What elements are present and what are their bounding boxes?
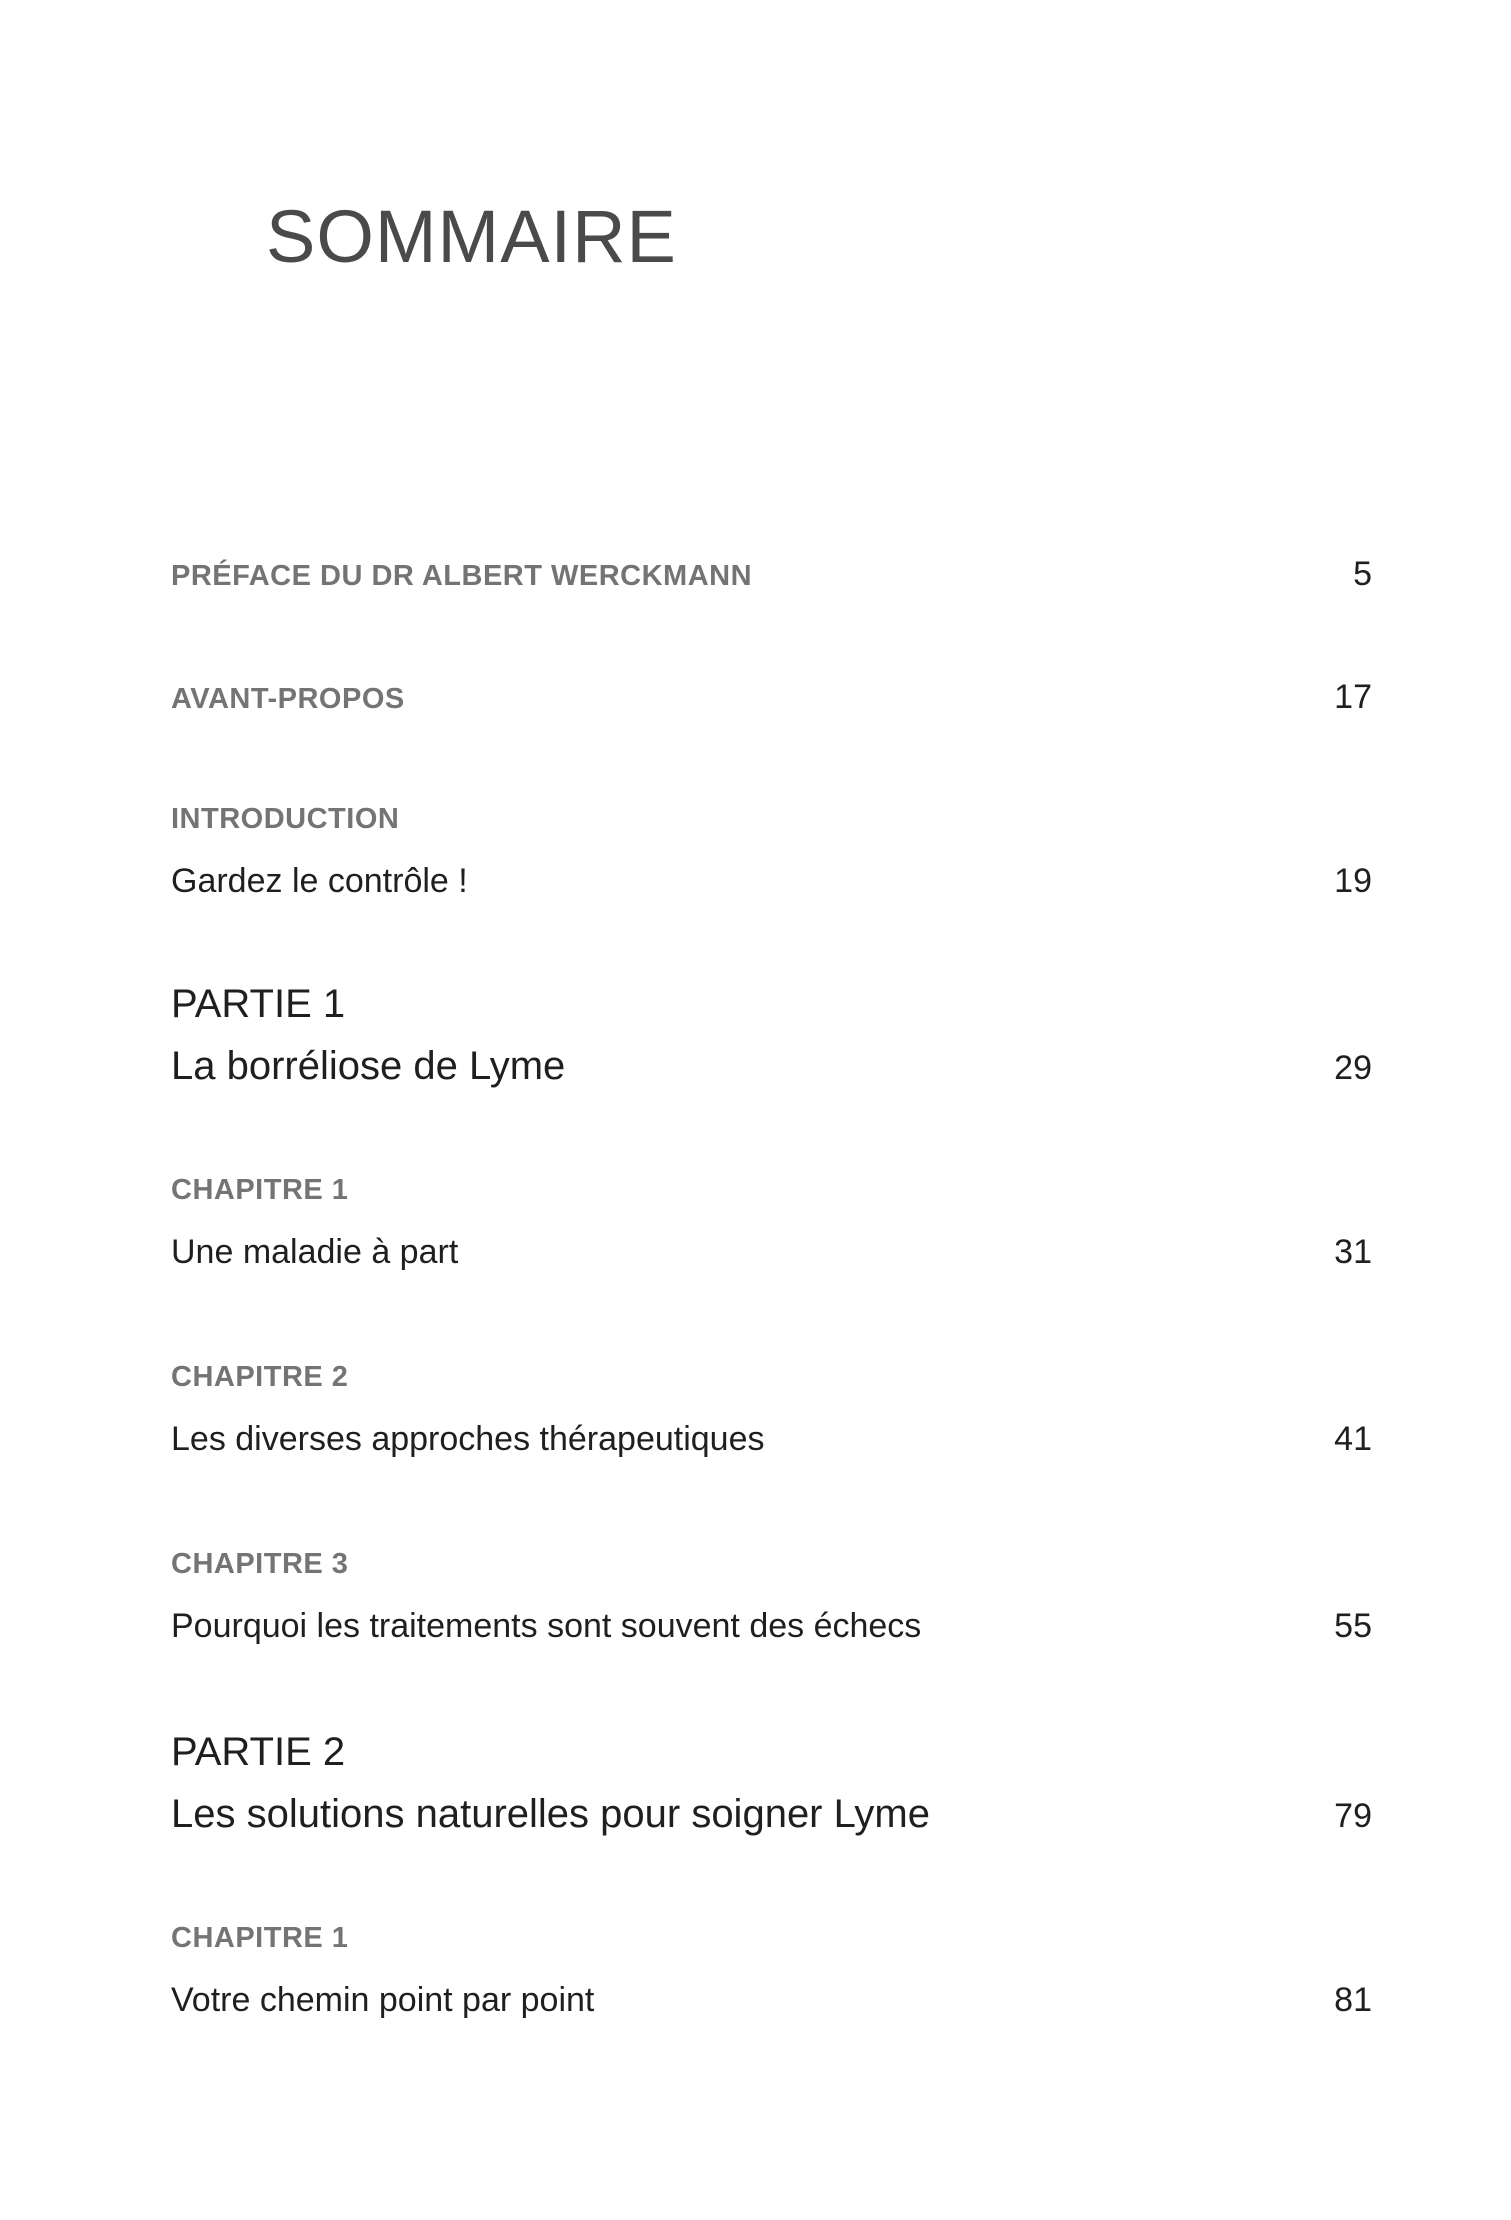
toc-page-number: 5 — [1353, 555, 1372, 593]
toc-page-number: 79 — [1334, 1797, 1372, 1835]
toc-page-number: 41 — [1334, 1420, 1372, 1458]
toc-entry-partie-2-chapitre-1[interactable] — [171, 1924, 1372, 2017]
toc-entry-introduction[interactable] — [171, 805, 1372, 898]
toc-entry-chapitre-2[interactable] — [171, 1363, 1372, 1456]
toc-page-number: 55 — [1334, 1607, 1372, 1645]
toc-entry-preface[interactable] — [171, 557, 1372, 591]
toc-part-heading: Les solutions naturelles pour soigner Lyme — [171, 1792, 930, 1836]
page-title: SOMMAIRE — [266, 195, 677, 278]
toc-entry-heading: Pourquoi les traitements sont souvent des échecs — [171, 1607, 922, 1645]
toc-page-number: 31 — [1334, 1233, 1372, 1271]
toc-entry-label: AVANT-PROPOS — [171, 683, 405, 715]
toc-entry-chapitre-3[interactable] — [171, 1550, 1372, 1643]
toc-entry-label: CHAPITRE 3 — [171, 1548, 349, 1580]
toc-entry-chapitre-1[interactable] — [171, 1176, 1372, 1269]
toc-part-heading: La borréliose de Lyme — [171, 1044, 566, 1088]
toc-entry-heading: Une maladie à part — [171, 1233, 459, 1271]
toc-part-label: PARTIE 2 — [171, 1730, 346, 1774]
toc-part-label: PARTIE 1 — [171, 982, 346, 1026]
toc-entry-label: INTRODUCTION — [171, 803, 400, 835]
toc-entry-label: CHAPITRE 1 — [171, 1922, 349, 1954]
toc-entry-label: PRÉFACE DU DR ALBERT WERCKMANN — [171, 560, 753, 592]
toc-entry-partie-2[interactable] — [171, 1732, 1372, 1834]
toc-entry-partie-1[interactable] — [171, 984, 1372, 1086]
toc-page-number: 81 — [1334, 1981, 1372, 2019]
toc-page-number: 17 — [1334, 678, 1372, 716]
toc-entry-label: CHAPITRE 1 — [171, 1174, 349, 1206]
toc-entry-heading: Les diverses approches thérapeutiques — [171, 1420, 765, 1458]
toc-entry-label: CHAPITRE 2 — [171, 1361, 349, 1393]
toc-page-number: 29 — [1334, 1049, 1372, 1087]
toc-entry-heading: Gardez le contrôle ! — [171, 862, 468, 900]
toc-entry-avant-propos[interactable] — [171, 680, 1372, 714]
toc-entry-heading: Votre chemin point par point — [171, 1981, 595, 2019]
toc-page-number: 19 — [1334, 862, 1372, 900]
